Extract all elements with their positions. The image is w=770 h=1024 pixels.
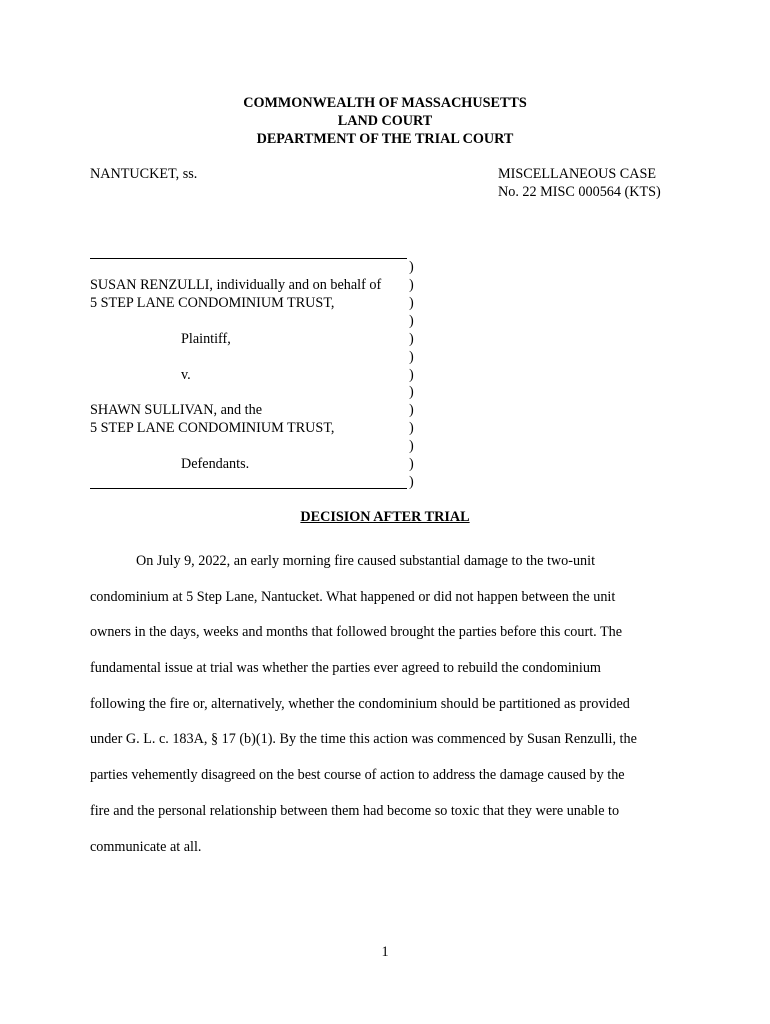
court-header-commonwealth: COMMONWEALTH OF MASSACHUSETTS [243,95,527,111]
plaintiff-name: SUSAN RENZULLI, individually and on behalf of [90,277,382,293]
caption-bottom-rule [90,488,407,489]
plaintiff-label: Plaintiff, [181,331,231,347]
case-type: MISCELLANEOUS CASE [498,166,657,182]
caption-top-rule [90,258,407,259]
caption-paren: ) [409,277,414,293]
caption-paren: ) [409,349,414,365]
caption-paren: ) [409,438,414,454]
caption-paren: ) [409,367,414,383]
caption-paren: ) [409,259,414,275]
caption-paren: ) [409,331,414,347]
caption-paren: ) [409,313,414,329]
court-header-court: LAND COURT [337,113,433,129]
caption-paren: ) [409,456,414,472]
defendant-trust: 5 STEP LANE CONDOMINIUM TRUST, [90,420,335,436]
document-title: DECISION AFTER TRIAL [300,509,470,525]
versus-label: v. [181,367,191,383]
page-number: 1 [381,944,389,960]
defendant-name: SHAWN SULLIVAN, and the [90,402,262,418]
body-line: owners in the days, weeks and months that followed brought the parties before this court. The [90,624,623,641]
case-number: No. 22 MISC 000564 (KTS) [498,184,661,200]
plaintiff-trust: 5 STEP LANE CONDOMINIUM TRUST, [90,295,335,311]
body-line: communicate at all. [90,838,202,855]
court-header-department: DEPARTMENT OF THE TRIAL COURT [256,131,514,147]
body-line: under G. L. c. 183A, § 17 (b)(1). By the time this action was commenced by Susan Renzulli, the [90,731,637,748]
defendant-label: Defendants. [181,456,250,472]
body-paragraph [90,544,682,865]
body-line: On July 9, 2022, an early morning fire caused substantial damage to the two-unit [136,553,596,569]
court-header [0,94,770,148]
case-info [498,165,661,201]
caption-paren: ) [409,295,414,311]
body-line: condominium at 5 Step Lane, Nantucket. What happened or did not happen between the unit [90,588,616,605]
caption-paren: ) [409,420,414,436]
body-line: following the fire or, alternatively, whether the condominium should be partitioned as provided [90,695,630,712]
county-venue: NANTUCKET, ss. [90,166,198,182]
caption-paren: ) [409,402,414,418]
body-line: fundamental issue at trial was whether the parties ever agreed to rebuild the condominium [90,660,601,677]
body-line: parties vehemently disagreed on the best course of action to address the damage caused by the [90,767,625,784]
caption-paren: ) [409,474,414,490]
caption-paren: ) [409,384,414,400]
body-line: fire and the personal relationship between them had become so toxic that they were unable to [90,802,620,819]
